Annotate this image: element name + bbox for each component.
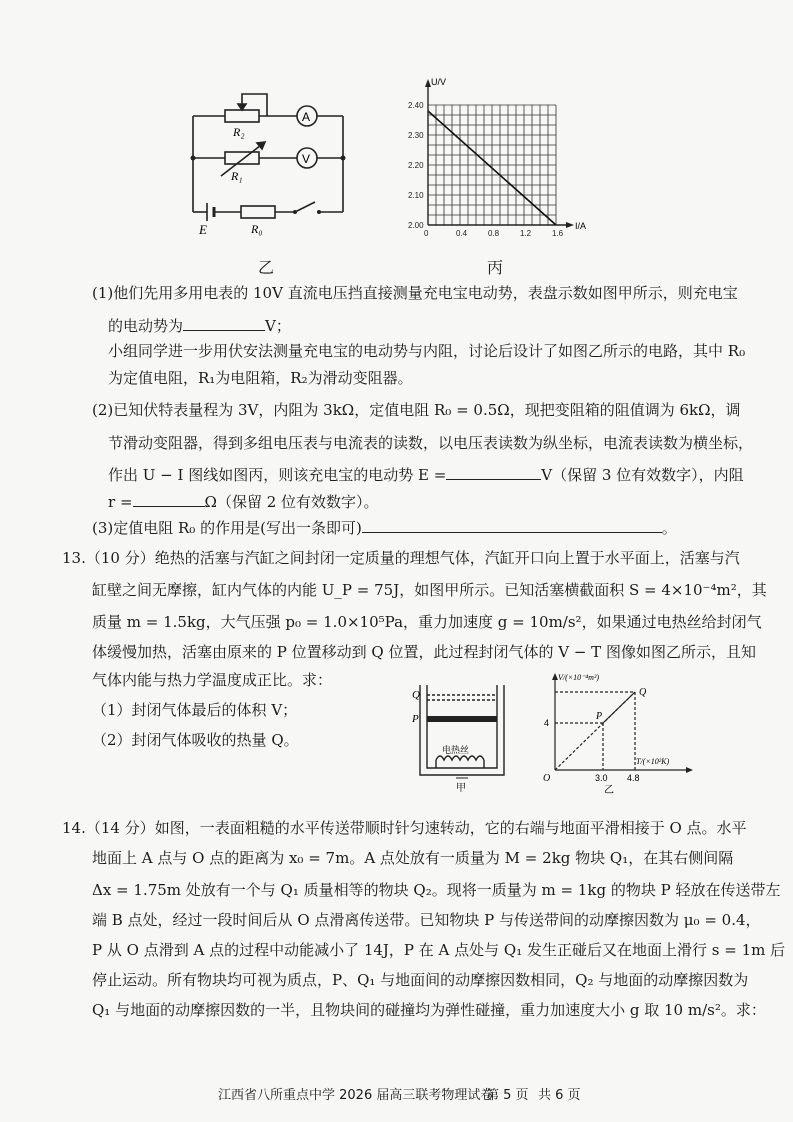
internal-r-answer-blank[interactable] bbox=[133, 492, 205, 507]
q12-part1-line1: (1)他们先用多用电表的 10V 直流电压挡直接测量充电宝电动势，表盘示数如图甲所示，则充电宝 bbox=[92, 284, 738, 302]
r0-role-answer-blank[interactable] bbox=[362, 518, 662, 533]
y-tick-label: 2.40 bbox=[408, 101, 424, 110]
battery-label: E bbox=[199, 222, 207, 237]
q14-line6: 停止运动。所有物块均可视为质点，P、Q₁ 与地面间的动摩擦因数相同，Q₂ 与地面的动摩擦因数为 bbox=[92, 971, 749, 989]
graph-y-axis-label: U/V bbox=[431, 77, 447, 87]
q12-part3-pre: (3)定值电阻 R₀ 的作用是(写出一条即可) bbox=[92, 519, 362, 537]
figure-yi2-caption: 乙 bbox=[604, 785, 614, 795]
q13-line1: 13.（10 分）绝热的活塞与汽缸之间封闭一定质量的理想气体，汽缸开口向上置于水平面上，活塞与汽 bbox=[62, 549, 740, 567]
heater-label: 电热丝 bbox=[442, 746, 470, 756]
y-tick-label: 2.30 bbox=[408, 131, 424, 140]
ui-graph bbox=[395, 75, 595, 255]
q14-line4: 端 B 点处，经过一段时间后从 O 点滑离传送带。已知物块 P 与传送带间的动摩擦因数为 μ₀ = 0.4， bbox=[92, 911, 761, 929]
r0-label: R₀ bbox=[251, 222, 263, 236]
q13-line4: 体缓慢加热，活塞由原来的 P 位置移动到 Q 位置，此过程封闭气体的 V − T 图像如图乙所示，且知 bbox=[92, 643, 756, 661]
figure-yi-caption: 乙 bbox=[258, 258, 275, 277]
q13-line5: 气体内能与热力学温度成正比。求： bbox=[92, 671, 333, 689]
figure-bing-caption: 丙 bbox=[487, 258, 504, 277]
y-tick-label: 2.20 bbox=[408, 161, 424, 170]
emf-e-answer-blank[interactable] bbox=[446, 465, 541, 480]
q14-line5: P 从 O 点滑到 A 点的过程中动能减小了 14J，P 在 A 点处与 Q₁ 发生正碰后又在地面上滑行 s = 1m 后 bbox=[92, 941, 786, 959]
vt-x-tick-4.8: 4.8 bbox=[627, 773, 640, 783]
vt-x-tick-3: 3.0 bbox=[595, 773, 608, 783]
q12-part1-line2 bbox=[108, 316, 291, 336]
q12-part2-line2: 节滑动变阻器，得到多组电压表与电流表的读数，以电压表读数为纵坐标，电流表读数为横坐标， bbox=[108, 434, 754, 452]
q12-part1-pre: 的电动势为 bbox=[108, 317, 184, 335]
footer-page: 第 5 页 bbox=[486, 1088, 529, 1103]
q13-line2: 缸壁之间无摩擦，缸内气体的内能 U_P = 75J，如图甲所示。已知活塞横截面积 S = 4×10⁻⁴m²，其 bbox=[92, 581, 767, 599]
footer-total: 共 6 页 bbox=[538, 1088, 581, 1103]
q12-part1-post: V； bbox=[265, 317, 291, 335]
q13-line3: 质量 m = 1.5kg，大气压强 p₀ = 1.0×10⁵Pa，重力加速度 g = 10m/s²，如果通过电热丝给封闭气 bbox=[92, 613, 762, 631]
voltmeter-label: V bbox=[302, 152, 311, 166]
q12-r-post: Ω（保留 2 位有效数字）。 bbox=[204, 493, 379, 511]
x-tick-label: 1.2 bbox=[520, 229, 532, 238]
q12-part2-pre: 作出 U − I 图线如图丙，则该充电宝的电动势 E = bbox=[108, 466, 447, 484]
q14-line7: Q₁ 与地面的动摩擦因数的一半，且物块间的碰撞均为弹性碰撞，重力加速度大小 g 取 10 m/s²。求： bbox=[92, 1001, 766, 1019]
vt-point-q-label: Q bbox=[639, 687, 647, 698]
q12-part2-line3 bbox=[108, 465, 744, 485]
piston-q-label: Q bbox=[412, 689, 420, 701]
emf-answer-blank[interactable] bbox=[183, 316, 265, 331]
q14-line2: 地面上 A 点与 O 点的距离为 x₀ = 7m。A 点处放有一质量为 M = 2kg 物块 Q₁，在其右侧间隔 bbox=[92, 849, 734, 867]
q14-line1: 14.（14 分）如图，一表面粗糙的水平传送带顺时针匀速转动，它的右端与地面平滑相接于 O 点。水平 bbox=[62, 819, 747, 837]
r2-label: R₂ bbox=[233, 125, 245, 139]
graph-x-axis-label: I/A bbox=[575, 221, 587, 231]
cylinder-figure bbox=[412, 680, 512, 795]
circuit-diagram bbox=[185, 80, 360, 240]
y-tick-label: 2.00 bbox=[408, 221, 424, 230]
vt-y-tick-4: 4 bbox=[544, 718, 550, 728]
q12-part2-line4 bbox=[108, 492, 379, 512]
footer-school: 江西省八所重点中学 2026 届高三联考物理试卷 bbox=[218, 1088, 494, 1103]
vt-origin-label: O bbox=[543, 773, 551, 784]
q13-sub2: （2）封闭气体吸收的热量 Q。 bbox=[92, 731, 299, 749]
q12-text-line4: 为定值电阻，R₁为电阻箱，R₂为滑动变阻器。 bbox=[108, 369, 413, 387]
q12-part2-post: V（保留 3 位有效数字），内阻 bbox=[541, 466, 744, 484]
q12-part2-line1: (2)已知伏特表量程为 3V，内阻为 3kΩ，定值电阻 R₀ = 0.5Ω，现把变阻箱的阻值调为 6kΩ，调 bbox=[92, 401, 741, 419]
r1-label: R₁ bbox=[231, 169, 243, 183]
piston-p-label: P bbox=[412, 713, 419, 725]
q13-sub1: （1）封闭气体最后的体积 V； bbox=[92, 701, 298, 719]
q12-part3-post: 。 bbox=[661, 519, 677, 537]
x-tick-label: 0 bbox=[424, 229, 429, 238]
figure-jia-caption: 甲 bbox=[456, 783, 466, 794]
x-tick-label: 1.6 bbox=[552, 229, 564, 238]
vt-y-axis-label: V/(×10⁻⁴m³) bbox=[558, 673, 600, 682]
ammeter-label: A bbox=[302, 110, 311, 124]
x-tick-label: 0.8 bbox=[488, 229, 500, 238]
q12-text-line3: 小组同学进一步用伏安法测量充电宝的电动势与内阻，讨论后设计了如图乙所示的电路，其中 R₀ bbox=[108, 342, 746, 360]
vt-graph bbox=[540, 670, 700, 795]
vt-x-axis-label: T/(×10²K) bbox=[636, 757, 670, 766]
vt-point-p-label: P bbox=[596, 711, 603, 722]
q12-r-pre: r = bbox=[108, 493, 133, 511]
q12-part3-line bbox=[92, 518, 677, 538]
y-tick-label: 2.10 bbox=[408, 191, 424, 200]
x-tick-label: 0.4 bbox=[456, 229, 468, 238]
q14-line3: Δx = 1.75m 处放有一个与 Q₁ 质量相等的物块 Q₂。现将一质量为 m = 1kg 的物块 P 轻放在传送带左 bbox=[92, 881, 781, 899]
